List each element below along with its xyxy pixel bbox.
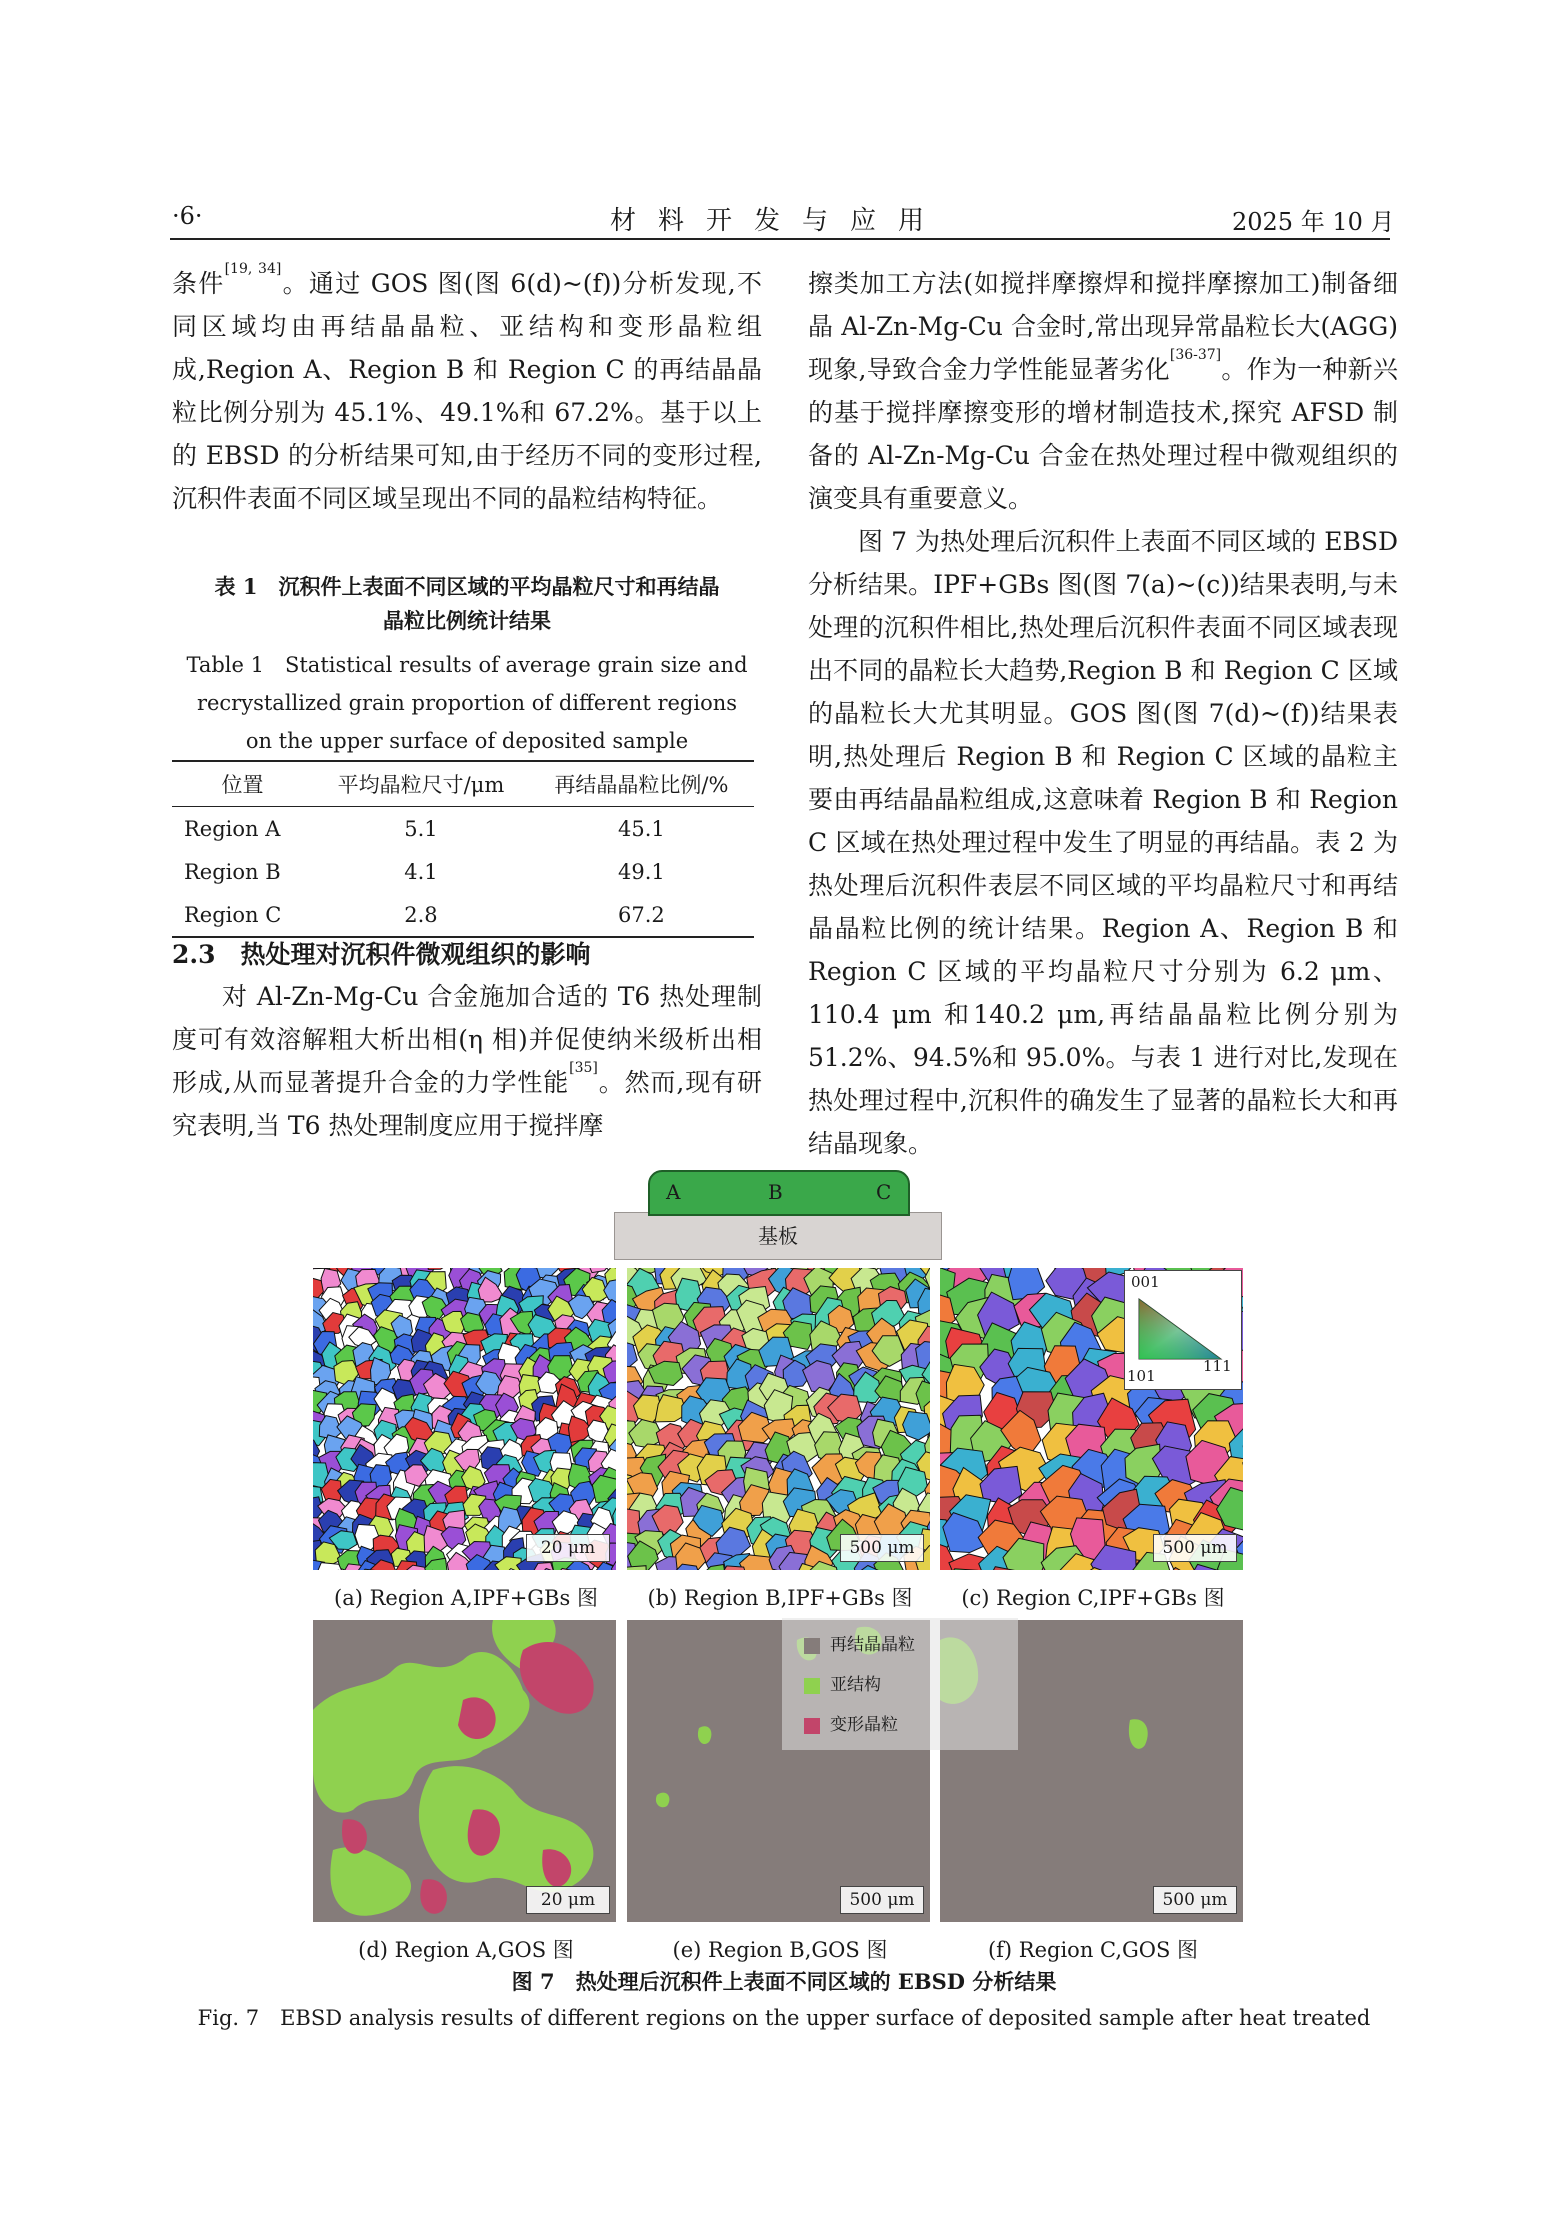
gos-legend	[782, 1618, 1018, 1750]
table-header-row	[172, 761, 754, 807]
table-caption-cn: 表 1 沉积件上表面不同区域的平均晶粒尺寸和再结晶 晶粒比例统计结果	[214, 574, 720, 633]
ipf-map-region-a	[313, 1268, 616, 1570]
issue-date: 2025 年 10 月	[1232, 208, 1395, 236]
right-paragraph-2: 图 7 为热处理后沉积件上表面不同区域的 EBSD 分析结果。IPF+GBs 图(图 7(a)~(c))结果表明,与未处理的沉积件相比,热处理后沉积件表面不同区域表现出不同的晶粒长大趋势,Region B 和 Region C 区域的晶粒长大尤其明显。GOS 图(图 7(d)~(f))结果表明,热处理后 Region B 和 Region C 区域的晶粒主要由再结晶晶粒组成,这意味着 Region B 和 Region C 区域在热处理过程中发生了明显的再结晶。表 2 为热处理后沉积件表层不同区域的平均晶粒尺寸和再结晶晶粒比例的统计结果。Region A、Region B 和 Region C 区域的平均晶粒尺寸分别为 6.2 μm、110.4 μm 和140.2 μm,再结晶晶粒比例分别为 51.2%、94.5%和 95.0%。与表 1 进行对比,发现在热处理过程中,沉积件的确发生了显著的晶粒长大和再结晶现象。	[808, 527, 1398, 1158]
citation: [19, 34]	[224, 261, 282, 277]
legend-swatch	[804, 1718, 820, 1734]
table-row: Region B 4.1 49.1	[184, 859, 665, 884]
region-a-label: A	[666, 1180, 681, 1204]
ipf-color-key	[1124, 1270, 1242, 1390]
table-row: Region C 2.8 67.2	[172, 893, 754, 937]
deposit-layer	[648, 1170, 910, 1216]
panel-label-c: (c) Region C,IPF+GBs 图	[961, 1586, 1225, 1610]
table-caption-en: Table 1 Statistical results of average grain size and recrystallized grain proportion of different regions on the upper surface of deposited sample	[186, 653, 748, 753]
section-heading: 2.3 热处理对沉积件微观组织的影响	[172, 940, 591, 969]
legend-item-recrystallized: 再结晶晶粒	[804, 1630, 915, 1655]
scale-bar: 20 μm	[526, 1534, 610, 1562]
grain	[427, 1268, 451, 1269]
scale-bar: 500 μm	[840, 1534, 924, 1562]
right-column: 擦类加工方法(如搅拌摩擦焊和搅拌摩擦加工)制备细晶 Al-Zn-Mg-Cu 合金时,常出现异常晶粒长大(AGG)现象,导致合金力学性能显著劣化[36-37]。作为一种新兴的基于搅拌摩擦变形的增材制造技术,探究 AFSD 制备的 Al-Zn-Mg-Cu 合金在热处理过程中微观组织的演变具有重要意义。 图 7 为热处理后沉积件上表面不同区域的 EBSD 分析结果。IPF+GBs 图(图 7(a)~(c))结果表明,与未处理的沉积件相比,热处理后沉积件表面不同区域表现出不同的晶粒长大趋势,Region B 和 Region C 区域的晶粒长大尤其明显。GOS 图(图 7(d)~(f))结果表明,热处理后 Region B 和 Region C 区域的晶粒主要由再结晶晶粒组成,这意味着 Region B 和 Region C 区域在热处理过程中发生了明显的再结晶。表 2 为热处理后沉积件表层不同区域的平均晶粒尺寸和再结晶晶粒比例的统计结果。Region A、Region B 和 Region C 区域的平均晶粒尺寸分别为 6.2 μm、110.4 μm 和140.2 μm,再结晶晶粒比例分别为 51.2%、94.5%和 95.0%。与表 1 进行对比,发现在热处理过程中,沉积件的确发生了显著的晶粒长大和再结晶现象。	[808, 262, 1398, 1165]
ipf-key-001: 001	[1131, 1273, 1160, 1291]
left-column-paragraph: 条件[19, 34]。通过 GOS 图(图 6(d)~(f))分析发现,不同区域均由再结晶晶粒、亚结构和变形晶粒组成,Region A、Region B 和 Region C 的再结晶晶粒比例分别为 45.1%、49.1%和 67.2%。基于以上的 EBSD 的分析结果可知,由于经历不同的变形过程,沉积件表面不同区域呈现出不同的晶粒结构特征。	[172, 261, 762, 513]
gos-map-region-a	[313, 1620, 616, 1922]
panel-label-d: (d) Region A,GOS 图	[358, 1938, 574, 1962]
citation: [35]	[569, 1060, 598, 1076]
figure-caption-en: Fig. 7 EBSD analysis results of different regions on the upper surface of deposited sample after heat treated	[197, 2006, 1371, 2030]
region-c-label: C	[876, 1180, 892, 1204]
grain-size-table	[172, 760, 754, 938]
ipf-key-111: 111	[1203, 1357, 1232, 1375]
citation: [36-37]	[1169, 347, 1222, 363]
ipf-key-101: 101	[1127, 1367, 1156, 1385]
table-row: Region A 5.1 45.1	[184, 816, 665, 841]
legend-swatch	[804, 1678, 820, 1694]
substrate-block	[614, 1212, 942, 1260]
journal-title: 材料开发与应用	[610, 206, 947, 236]
panel-label-f: (f) Region C,GOS 图	[987, 1938, 1199, 1962]
scale-bar: 20 μm	[526, 1886, 610, 1914]
page-number: ·6·	[172, 202, 203, 230]
ipf-map-region-c	[940, 1268, 1243, 1570]
figure-caption-cn: 图 7 热处理后沉积件上表面不同区域的 EBSD 分析结果	[511, 1969, 1057, 1994]
table-header-cell: 平均晶粒尺寸/μm	[313, 761, 529, 807]
ipf-map-region-b	[627, 1268, 930, 1570]
header-rule	[170, 238, 1390, 240]
substrate-label: 基板	[758, 1224, 798, 1248]
ipf-mosaic	[313, 1268, 616, 1570]
grain	[903, 1412, 930, 1441]
section-paragraph: 对 Al-Zn-Mg-Cu 合金施加合适的 T6 热处理制度可有效溶解粗大析出相(η 相)并促使纳米级析出相形成,从而显著提升合金的力学性能[35]。然而,现有研究表明,当 T6 热处理制度应用于搅拌摩	[172, 982, 762, 1140]
legend-item-substructure: 亚结构	[804, 1670, 881, 1695]
scale-bar: 500 μm	[1153, 1534, 1237, 1562]
panel-label-e: (e) Region B,GOS 图	[672, 1938, 888, 1962]
scale-bar: 500 μm	[840, 1886, 924, 1914]
scale-bar: 500 μm	[1153, 1886, 1237, 1914]
ipf-mosaic	[627, 1268, 930, 1570]
region-b-label: B	[768, 1180, 783, 1204]
panel-label-b: (b) Region B,IPF+GBs 图	[647, 1586, 913, 1610]
legend-swatch	[804, 1638, 820, 1654]
panel-label-a: (a) Region A,IPF+GBs 图	[334, 1586, 598, 1610]
table-header-cell: 位置	[172, 761, 313, 807]
gos-map-shapes	[313, 1620, 616, 1922]
legend-item-deformed: 变形晶粒	[804, 1710, 898, 1735]
table-header-cell: 再结晶晶粒比例/%	[529, 761, 754, 807]
